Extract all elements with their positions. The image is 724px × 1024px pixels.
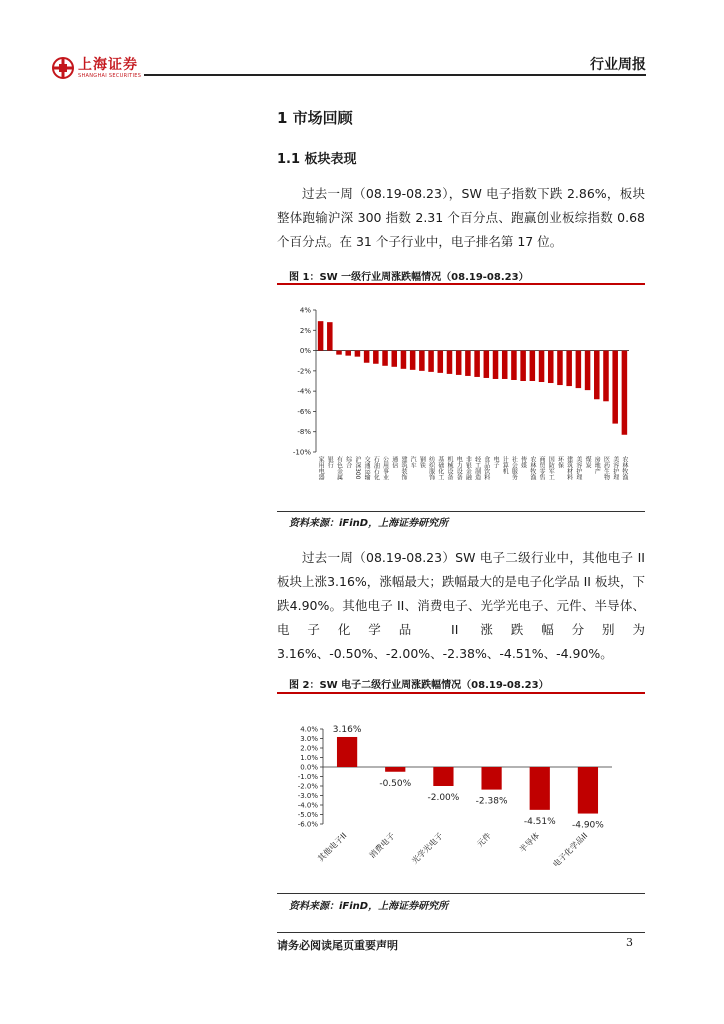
bar — [401, 351, 407, 369]
category-label: 美容护理 — [611, 456, 619, 480]
section-title: 1 市场回顾 — [277, 109, 353, 127]
data-label: -2.00% — [427, 793, 460, 803]
category-label: 半导体 — [517, 831, 542, 855]
y-tick-label: -10% — [292, 448, 311, 457]
category-label: 纺织服饰 — [427, 456, 435, 480]
bar — [410, 351, 416, 370]
bar — [594, 351, 600, 400]
bar — [327, 322, 333, 350]
figure-1-source: 资料来源：iFinD，上海证券研究所 — [289, 518, 449, 529]
category-label: 元件 — [475, 831, 493, 849]
y-tick-label: 0% — [299, 347, 311, 356]
bar — [548, 351, 554, 383]
category-label: 计算机 — [501, 456, 509, 474]
bar — [391, 351, 397, 367]
bar — [433, 767, 453, 786]
paragraph-2: 过去一周（08.19-08.23）SW 电子二级行业中，其他电子 II 板块上涨3.16%，涨幅最大；跌幅最大的是电子化学品 II 板块，下跌4.90%。其他电子 II、消费电子、光学光电子、元件、半导体、电子化学品 II 涨跌幅分别为 3.16%、-0.50%、-2.00%、-2.38%、-4.51%、-4.90%。 — [277, 550, 645, 661]
data-label: -4.51% — [523, 816, 556, 827]
y-tick-label: 4% — [299, 306, 311, 315]
bar — [337, 737, 357, 767]
category-label: 建筑材料 — [565, 456, 573, 480]
bar — [382, 351, 388, 366]
bar — [530, 351, 536, 381]
bar — [355, 351, 361, 357]
y-tick-label: -6% — [297, 407, 311, 416]
bar — [622, 351, 628, 435]
category-label: 社会服务 — [510, 456, 518, 480]
company-logo — [52, 57, 141, 79]
bar — [539, 351, 545, 382]
category-label: 房地产 — [593, 456, 601, 474]
category-label: 公用事业 — [381, 456, 389, 480]
category-label: 基础化工 — [436, 456, 444, 480]
header-divider — [144, 74, 646, 76]
category-label: 电力设备 — [455, 456, 463, 480]
logo-name-en: SHANGHAI SECURITIES — [78, 72, 142, 79]
category-label: 医药生物 — [602, 456, 610, 480]
data-label: -2.38% — [475, 796, 508, 807]
bar — [373, 351, 379, 364]
category-label: 综合 — [344, 456, 352, 468]
y-tick-label: -5.0% — [297, 811, 318, 819]
y-tick-label: 4.0% — [300, 725, 318, 734]
bar — [520, 351, 526, 381]
category-label: 国防军工 — [547, 456, 555, 480]
bar — [456, 351, 462, 375]
bar — [438, 351, 444, 373]
y-tick-label: 2% — [299, 326, 311, 335]
logo-name-cn: 上海证券 — [78, 56, 138, 73]
category-label: 其他电子II — [316, 831, 349, 864]
category-label: 机械设备 — [445, 456, 453, 480]
y-tick-label: -2.0% — [297, 782, 318, 791]
footer-disclaimer: 请务必阅读尾页重要声明 — [277, 939, 398, 952]
category-label: 沪深300 — [353, 456, 361, 480]
y-tick-label: -3.0% — [297, 792, 318, 800]
y-tick-label: -6.0% — [297, 820, 318, 829]
paragraph-1: 过去一周（08.19-08.23），SW 电子指数下跌 2.86%，板块整体跑输沪深 300 指数 2.31 个百分点、跑赢创业板综指数 0.68 个百分点。在 31 个子行业中，电子排名第 17 位。 — [277, 186, 645, 249]
bar — [474, 351, 480, 377]
subsection-title: 1.1 板块表现 — [277, 152, 357, 167]
y-tick-label: 1.0% — [300, 754, 318, 762]
bar — [502, 351, 508, 379]
y-tick-label: -4.0% — [297, 801, 318, 810]
figure-2-top-rule — [277, 692, 645, 694]
bar — [511, 351, 517, 380]
category-label: 传媒 — [519, 456, 527, 468]
bar — [345, 351, 351, 356]
figure-1-bottom-rule — [277, 511, 645, 512]
y-tick-label: 0.0% — [300, 763, 318, 772]
bar — [557, 351, 563, 385]
bar — [484, 351, 490, 378]
figure-2-bar-chart — [277, 700, 645, 892]
category-label: 银行 — [326, 456, 334, 468]
data-label: -0.50% — [379, 778, 412, 789]
category-label: 钢铁 — [418, 456, 426, 468]
category-label: 电子化学品II — [551, 831, 590, 870]
y-tick-label: -8% — [297, 428, 311, 437]
figure-2-bottom-rule — [277, 893, 645, 894]
category-label: 光学光电子 — [410, 831, 445, 866]
category-label: 通信 — [390, 456, 398, 468]
report-type: 行业周报 — [590, 57, 646, 73]
category-label: 石油石化 — [372, 456, 380, 480]
category-label: 煤炭 — [584, 456, 592, 468]
figure-1-caption: 图 1：SW 一级行业周涨跌幅情况（08.19-08.23） — [289, 272, 529, 283]
bar — [576, 351, 582, 389]
bar — [465, 351, 471, 376]
figure-2-caption: 图 2：SW 电子二级行业周涨跌幅情况（08.19-08.23） — [289, 680, 549, 691]
bar — [318, 321, 324, 350]
bar — [603, 351, 609, 402]
category-label: 有色金属 — [335, 456, 343, 480]
figure-1-bar-chart — [277, 290, 645, 512]
bar — [578, 767, 598, 814]
y-tick-label: -1.0% — [297, 773, 318, 781]
category-label: 轻工制造 — [473, 456, 481, 480]
category-label: 农林牧渔 — [528, 456, 536, 480]
bar — [612, 351, 618, 424]
category-label: 食品饮料 — [482, 456, 490, 480]
bar — [481, 767, 501, 790]
category-label: 环保 — [556, 456, 564, 468]
y-tick-label: -4% — [297, 387, 311, 396]
page-number: 3 — [626, 936, 633, 949]
bar — [385, 767, 405, 772]
figure-1-top-rule — [277, 283, 645, 285]
bar — [530, 767, 550, 810]
bar — [428, 351, 434, 372]
category-label: 家用电器 — [317, 456, 325, 480]
category-label: 建筑装饰 — [399, 456, 407, 480]
data-label: 3.16% — [332, 724, 362, 735]
category-label: 农林牧渔 — [620, 456, 628, 480]
footer-divider — [277, 932, 645, 933]
category-label: 消费电子 — [367, 831, 397, 861]
y-tick-label: -2% — [297, 367, 311, 376]
category-label: 非银金融 — [464, 456, 472, 480]
logo-mark-icon — [52, 57, 74, 79]
figure-2-source: 资料来源：iFinD，上海证券研究所 — [289, 901, 449, 912]
category-label: 商贸零售 — [538, 456, 546, 480]
data-label: -4.90% — [571, 820, 604, 831]
category-label: 汽车 — [409, 456, 417, 468]
y-tick-label: 3.0% — [300, 735, 318, 743]
category-label: 交通运输 — [363, 456, 371, 480]
bar — [419, 351, 425, 371]
bar — [364, 351, 370, 363]
bar — [336, 351, 342, 355]
bar — [566, 351, 572, 386]
bar — [493, 351, 499, 379]
category-label: 电子 — [492, 456, 500, 468]
bar — [585, 351, 591, 391]
bar — [447, 351, 453, 374]
y-tick-label: 2.0% — [300, 744, 318, 753]
category-label: 美容护理 — [574, 456, 582, 480]
